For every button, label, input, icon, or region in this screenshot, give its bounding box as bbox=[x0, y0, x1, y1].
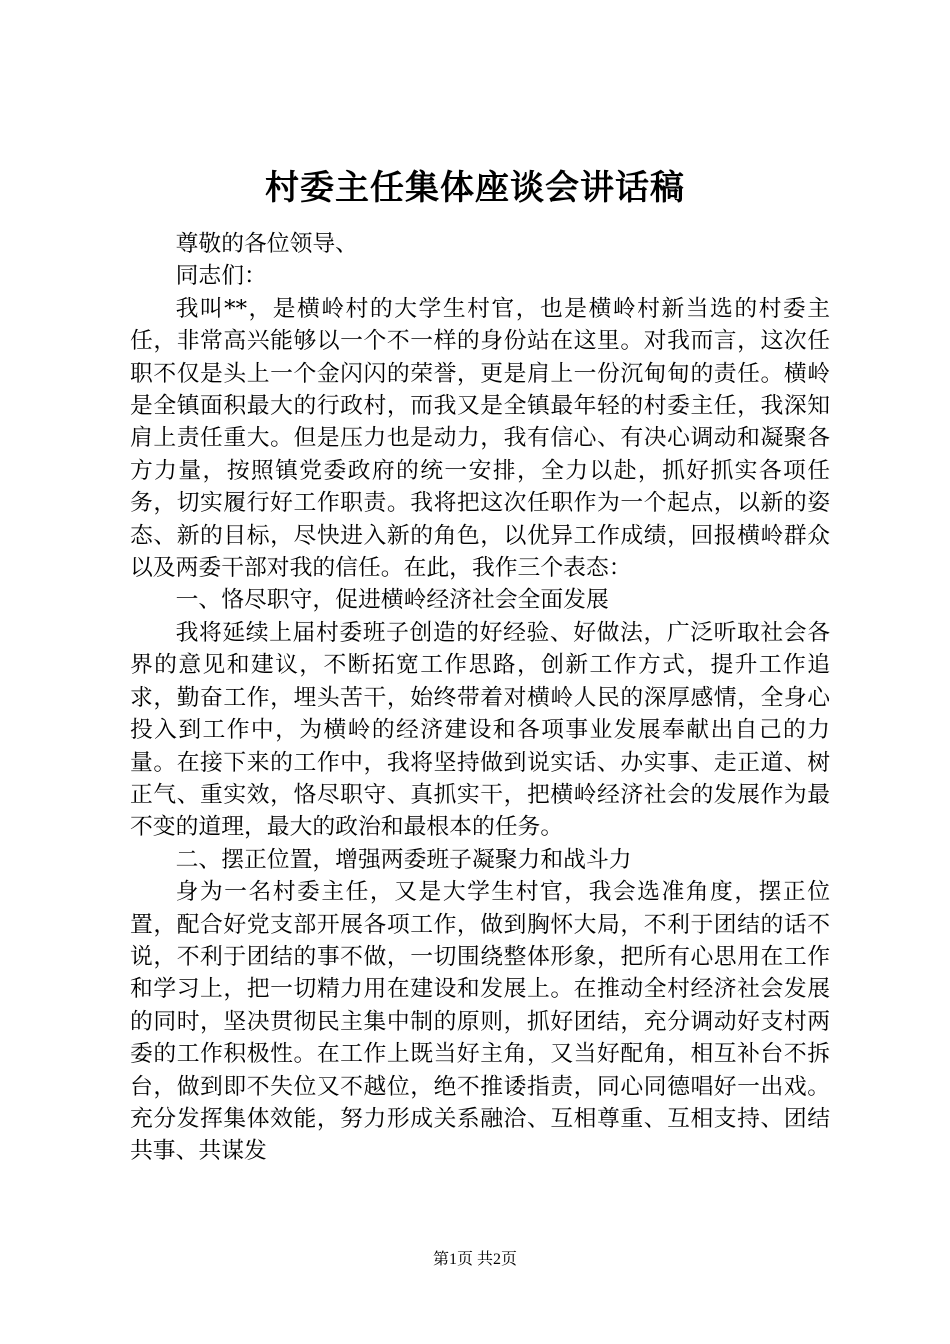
document-title: 村委主任集体座谈会讲话稿 bbox=[265, 168, 685, 208]
page-footer: 第1页 共2页 bbox=[432, 1251, 517, 1268]
body-paragraph-section-2: 身为一名村委主任，又是大学生村官，我会选准角度，摆正位置，配合好党支部开展各项工作，做到胸怀大局，不利于团结的话不说，不利于团结的事不做，一切围绕整体形象，把所有心思用在工作和学习上，把一切精力用在建设和发展上。在推动全村经济社会发展的同时，坚决贯彻民主集中制的原则，抓好团结，充分调动好支村两委的工作积极性。在工作上既当好主角，又当好配角，相互补台不拆台，做到即不失位又不越位，绝不推诿指责，同心同德唱好一出戏。充分发挥集体效能，努力形成关系融洽、互相尊重、互相支持、团结共事、共谋发 bbox=[130, 879, 830, 1165]
body-paragraph-section-1: 我将延续上届村委班子创造的好经验、好做法，广泛听取社会各界的意见和建议，不断拓宽工作思路，创新工作方式，提升工作追求，勤奋工作，埋头苦干，始终带着对横岭人民的深厚感情，全身心投入到工作中，为横岭的经济建设和各项事业发展奉献出自己的力量。在接下来的工作中，我将坚持做到说实话、办实事、走正道、树正气、重实效，恪尽职守、真抓实干，把横岭经济社会的发展作为最不变的道理，最大的政治和最根本的任务。 bbox=[130, 619, 830, 841]
section-heading-2: 二、摆正位置，增强两委班子凝聚力和战斗力 bbox=[175, 846, 632, 873]
body-paragraph-intro: 我叫**，是横岭村的大学生村官，也是横岭村新当选的村委主任，非常高兴能够以一个不一样的身份站在这里。对我而言，这次任职不仅是头上一个金闪闪的荣誉，更是肩上一份沉甸甸的责任。横岭是全镇面积最大的行政村，而我又是全镇最年轻的村委主任，我深知肩上责任重大。但是压力也是动力，我有信心、有决心调动和凝聚各方力量，按照镇党委政府的统一安排，全力以赴，抓好抓实各项任务，切实履行好工作职责。我将把这次任职作为一个起点，以新的姿态、新的目标，尽快进入新的角色，以优异工作成绩，回报横岭群众以及两委干部对我的信任。在此，我作三个表态： bbox=[130, 295, 830, 582]
document-body bbox=[130, 228, 830, 1168]
section-heading-1: 一、恪尽职守，促进横岭经济社会全面发展 bbox=[175, 587, 609, 614]
salutation-line-1: 尊敬的各位领导、 bbox=[175, 231, 358, 257]
salutation-line-2: 同志们： bbox=[175, 263, 267, 290]
